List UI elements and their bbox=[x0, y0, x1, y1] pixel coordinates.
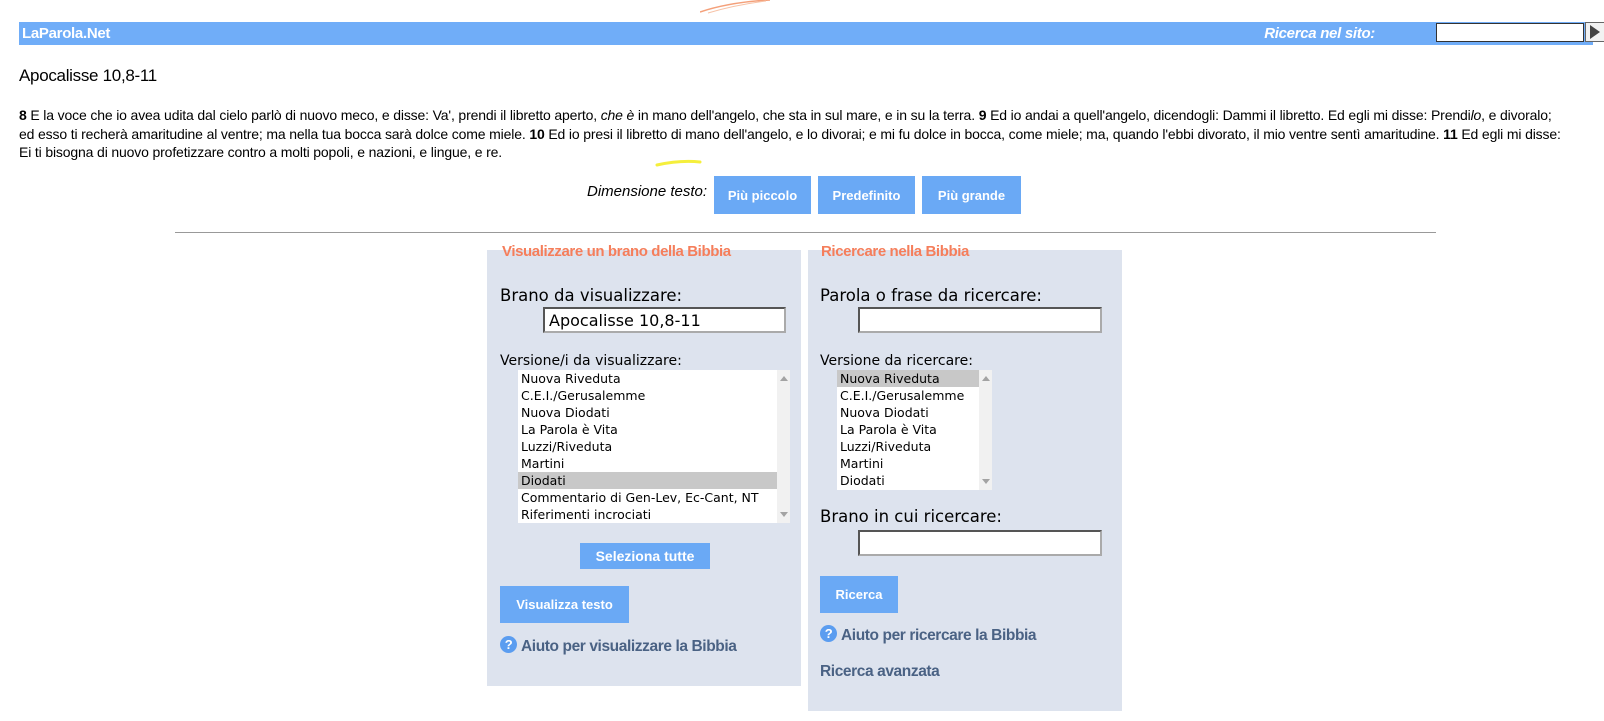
search-panel-legend: Ricercare nella Bibbia bbox=[821, 243, 969, 260]
search-version-option[interactable]: Diodati bbox=[840, 473, 885, 488]
version-option[interactable]: Luzzi/Riveduta bbox=[521, 439, 613, 454]
query-input[interactable] bbox=[858, 307, 1102, 333]
search-help-label: Aiuto per ricercare la Bibbia bbox=[841, 627, 1037, 644]
version-option-selected[interactable]: Diodati bbox=[518, 472, 790, 489]
page-title: Apocalisse 10,8-11 bbox=[19, 66, 157, 85]
passage-field-label: Brano da visualizzare: bbox=[500, 286, 683, 305]
query-field-label: Parola o frase da ricercare: bbox=[820, 286, 1042, 305]
play-arrow-icon bbox=[1589, 25, 1601, 39]
scroll-down-icon[interactable] bbox=[780, 512, 788, 517]
search-version-option[interactable]: Martini bbox=[840, 456, 884, 471]
logo-swoosh bbox=[700, 0, 770, 14]
version-option[interactable]: Martini bbox=[521, 456, 565, 471]
text-smaller-button[interactable]: Più piccolo bbox=[714, 176, 811, 214]
scroll-up-icon[interactable] bbox=[982, 376, 990, 381]
advanced-search-link[interactable]: Ricerca avanzata bbox=[820, 663, 940, 680]
search-version-option[interactable]: Nuova Diodati bbox=[840, 405, 929, 420]
search-version-option[interactable]: C.E.I./Gerusalemme bbox=[840, 388, 965, 403]
site-name-link[interactable]: LaParola.Net bbox=[22, 25, 111, 42]
verse-text: Ed io presi il libretto di mano dell'angelo, e lo divorai; e mi fu dolce in bocca, come miele; ma, quando l'ebbi divorato, il mio ventre sentì amaritudine. bbox=[544, 125, 1444, 142]
scope-field-label: Brano in cui ricercare: bbox=[820, 507, 1002, 526]
version-option[interactable]: C.E.I./Gerusalemme bbox=[521, 388, 646, 403]
version-option[interactable]: Nuova Riveduta bbox=[521, 371, 621, 386]
scroll-down-icon[interactable] bbox=[982, 479, 990, 484]
version-option[interactable]: Nuova Diodati bbox=[521, 405, 610, 420]
verse-number: 8 bbox=[19, 107, 27, 123]
verse-number: 11 bbox=[1443, 125, 1458, 142]
versions-label: Versione/i da visualizzare: bbox=[500, 353, 682, 369]
versions-listbox[interactable] bbox=[518, 370, 790, 523]
verse-text: in mano dell'angelo, che sta in sul mare, e in su la terra. bbox=[634, 107, 979, 123]
verse-text: Ed io andai a quell'angelo, dicendogli: Dammi il libretto. Ed egli mi disse: Prendi bbox=[986, 107, 1471, 123]
search-bible-panel bbox=[808, 243, 1122, 711]
search-versions-listbox[interactable] bbox=[837, 370, 992, 490]
text-size-controls bbox=[0, 176, 1604, 216]
view-text-button[interactable]: Visualizza testo bbox=[500, 586, 629, 623]
listbox-scrollbar[interactable] bbox=[777, 370, 790, 523]
scroll-up-icon[interactable] bbox=[780, 376, 788, 381]
version-option[interactable]: Riferimenti incrociati bbox=[521, 507, 652, 522]
scope-input[interactable] bbox=[858, 530, 1102, 556]
search-version-option[interactable]: Luzzi/Riveduta bbox=[840, 439, 932, 454]
passage-text bbox=[19, 106, 1569, 162]
search-listbox-scrollbar[interactable] bbox=[979, 370, 992, 490]
search-version-option[interactable]: La Parola è Vita bbox=[840, 422, 937, 437]
search-version-option-selected[interactable]: Nuova Riveduta bbox=[837, 370, 992, 387]
passage-input[interactable] bbox=[543, 307, 786, 333]
view-help-link[interactable] bbox=[500, 638, 736, 656]
view-panel-legend: Visualizzare un brano della Bibbia bbox=[502, 243, 731, 260]
view-help-label: Aiuto per visualizzare la Bibbia bbox=[521, 638, 737, 655]
site-search-label: Ricerca nel sito: bbox=[1264, 25, 1375, 42]
text-larger-button[interactable]: Più grande bbox=[922, 176, 1021, 214]
highlight-mark bbox=[655, 156, 715, 168]
version-option[interactable]: Commentario di Gen-Lev, Ec-Cant, NT bbox=[521, 490, 759, 505]
help-icon: ? bbox=[820, 625, 837, 642]
divider bbox=[175, 232, 1436, 233]
search-versions-label: Versione da ricercare: bbox=[820, 353, 973, 369]
search-button[interactable]: Ricerca bbox=[820, 576, 898, 613]
text-size-label: Dimensione testo: bbox=[587, 183, 708, 200]
view-passage-panel bbox=[487, 243, 801, 686]
top-bar bbox=[19, 22, 1593, 45]
site-search-input[interactable] bbox=[1436, 23, 1584, 42]
select-all-button[interactable]: Seleziona tutte bbox=[580, 543, 710, 569]
verse-number: 9 bbox=[978, 107, 987, 123]
verse-text: E la voce che io avea udita dal cielo parlò di nuovo meco, e disse: Va', prendi il libretto aperto, bbox=[26, 107, 601, 123]
verse-text: , e divoralo; ed esso ti recherà amaritudine al ventre; ma nella tua bocca sarà dolce come miele. bbox=[19, 107, 1552, 142]
search-help-link[interactable] bbox=[820, 627, 1036, 645]
version-option[interactable]: La Parola è Vita bbox=[521, 422, 618, 437]
verse-number: 10 bbox=[529, 125, 545, 142]
text-default-button[interactable]: Predefinito bbox=[818, 176, 915, 214]
site-search-go-button[interactable] bbox=[1585, 22, 1604, 42]
verse-text: Ed egli mi disse: Ei ti bisogna di nuovo profetizzare contro a molti popoli, e nazioni, e lingue, e re. bbox=[19, 125, 1561, 160]
verse-italic: lo bbox=[1470, 107, 1482, 123]
verse-italic: che è bbox=[600, 107, 635, 123]
help-icon: ? bbox=[500, 636, 517, 653]
